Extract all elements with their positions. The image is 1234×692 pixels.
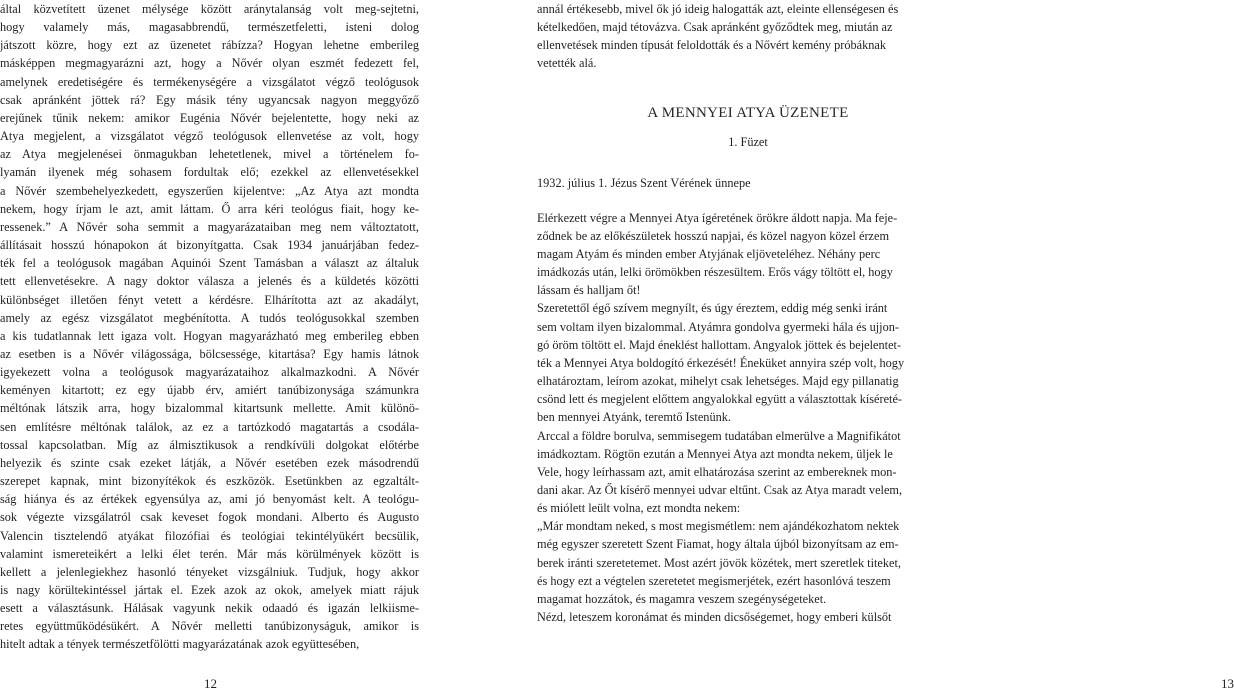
text-line: amely az egész vizsgálatot megbénította. A tudós teológusokkal szemben	[0, 310, 419, 325]
text-line: keményen kitartott; ez egy újabb érv, amiért tanúbizonysága számunkra	[0, 383, 419, 398]
text-line: még egyszer szeretett Szent Fiamat, hogy általa újból bizonyítsam az em-	[537, 537, 899, 552]
text-line: dani akar. Az Őt kísérő mennyei udvar eltűnt. Csak az Atya maradt velem,	[537, 482, 903, 497]
text-line: különbséget illetően fényt vetett a kérdésre. Elhárította azt az akadályt,	[0, 292, 419, 307]
text-line: helyezik és szinte csak ezeket látják, a Nővér esetében ezek másodrendű	[0, 455, 419, 470]
text-line: imádkoztam. Rögtön ezután a Mennyei Atya azt mondta nekem, üljek le	[537, 446, 893, 461]
text-line: sem voltam ilyen bizalommal. Atyámra gondolva gyermeki hála és ujjon-	[537, 319, 899, 334]
text-line: igyekezett volna a teológusok magyarázataihoz alkalmazkodni. A Nővér	[0, 365, 419, 380]
text-line: Valencin tisztelendő atyákat filozófiai és teológiai tekintélyükért becsülik,	[0, 528, 419, 543]
text-line: erejűnek tűnik nekem: amikor Eugénia Nővér bejelentette, hogy neki az	[0, 110, 419, 125]
left-page	[0, 0, 480, 692]
text-line: játszott közre, hogy ezt az üzenetet rábízza? Hogyan lehetne emberileg	[0, 38, 419, 53]
text-line: sen említésre méltónak találok, az ez a tartózkodó magatartás a csodála-	[0, 419, 419, 434]
text-line: valamint ismereteikért a lelki élet terén. Már más körülmények között is	[0, 546, 419, 561]
text-line: imádkozás után, lelki örömökben részesültem. Erős vágy töltött el, hogy	[537, 265, 893, 280]
page-number-right: 13	[1221, 676, 1234, 691]
text-line: gó öröm töltött el. Majd éneklést hallottam. Angyalok jöttek és bejelentet-	[537, 337, 902, 352]
text-line: hitelt adtak a tények természetfölötti magyarázatának azok együttesében,	[0, 637, 360, 652]
right-page-text	[537, 0, 959, 626]
text-line: lássam és halljam őt!	[537, 283, 641, 298]
text-line: retes együttműködésükért. A Nővér melletti tanúbizonyságuk, amikor is	[0, 619, 419, 634]
entry-date: 1932. július 1. Jézus Szent Vérének ünnepe	[537, 175, 751, 190]
text-line: Vele, hogy leírhassam azt, amit elhatározása szerint az embereknek mon-	[537, 464, 897, 479]
text-line: az Atya megjelenései önmagukban lehetetlenek, mivel a történelem fo-	[0, 147, 419, 162]
text-line: vetették alá.	[537, 56, 597, 71]
left-page-text	[0, 0, 419, 654]
text-line: és hogy ezt a végtelen szeretetet megismerjétek, ezért hasonlóvá teszem	[537, 573, 891, 588]
booklet-subheading: 1. Füzet	[728, 134, 768, 149]
text-line: Szeretettől égő szívem megnyílt, és úgy éreztem, eddig még senki iránt	[537, 301, 888, 316]
text-line: magam Atyám és minden ember Atyjának eljöveteléhez. Néhány perc	[537, 246, 881, 261]
text-line: is nagy körültekintéssel jártak el. Ezek azok az okok, amelyek miatt rájuk	[0, 583, 419, 597]
text-line: ressenek.” A Nővér soha semmit a magyarázataiban meg nem változtatott,	[0, 219, 419, 234]
text-line: ellenvetések minden típusát feloldották és a Nővért kemény próbáknak	[537, 38, 886, 53]
right-page	[480, 0, 1234, 692]
text-line: a kis tudatlannak lett igaza volt. Hogyan magyarázható meg emberileg ebben	[0, 328, 419, 343]
text-line: „Már mondtam neked, s most megismétlem: nem ajándékozhatom nektek	[537, 519, 900, 534]
text-line: lyamán ilyenek még sohasem fordultak elő; ezekkel az ellenvetésekkel	[0, 165, 419, 180]
text-line: Elérkezett végre a Mennyei Atya ígéretének örökre áldott napja. Ma feje-	[537, 210, 898, 225]
text-line: Arccal a földre borulva, semmisegem tudatában elmerülve a Magnifikátot	[537, 428, 901, 443]
text-line: magamat hozzátok, és magamra veszem szegénységeteket.	[537, 591, 827, 606]
text-line: ték fel a teológusok magában Aquinói Szent Tamásban a választ az általuk	[0, 256, 419, 271]
text-line: és miólett leült volna, ezt mondta nekem:	[537, 501, 741, 516]
text-line: hogy valamely más, magasabbrendű, természetfeletti, isteni dolog	[0, 20, 419, 35]
text-line: nekem, hogy írjam le azt, amit láttam. Ő arra kéri teológus fiait, hogy ke-	[0, 201, 419, 216]
page-number-left: 12	[204, 676, 217, 691]
text-line: az esetben is a Nővér világossága, bölcsessége, kitartása? Egy hamis látnok	[0, 346, 419, 361]
text-line: csak apránként jöttek rá? Egy másik tény ugyancsak nagyon meggyőző	[0, 92, 419, 107]
text-line: tett ellenvetésekre. A nagy doktor válasza a jelenés és a küldetés közötti	[0, 274, 419, 289]
text-line: elhatároztam, leírom azokat, mihelyt csak lehetséges. Majd egy pillanatig	[537, 374, 899, 389]
text-line: ság hiánya és az értékek egyensúlya az, ami jó benyomást kelt. A teológu-	[0, 492, 419, 507]
text-line: sok végezte vizsgálatról csak keveset fogok mondani. Alberto és Augusto	[0, 510, 419, 525]
text-line: állításait hosszú hónapokon át bizonyítgatta. Csak 1934 januárjában fedez-	[0, 238, 419, 253]
text-line: csönd lett és megjelent előttem angyalokkal együtt a választottak kíséreté-	[537, 392, 903, 407]
text-line: Atya megjelent, a vizsgálatot végző teológusok ellenvetése az volt, hogy	[0, 129, 419, 144]
text-line: tossal kapcsolatban. Míg az álmisztikusok a rendkívüli dolgokat előtérbe	[0, 437, 419, 452]
text-line: berek iránti szeretetemet. Most azért jövök közétek, mert szeretlek titeket,	[537, 555, 901, 570]
text-line: szerepet kapnak, mint bizonyítékok és eszközök. Esetünkben az egzaltált-	[0, 474, 419, 489]
text-line: ződnek be az előkészületek hosszú napjai, és közel nagyon közel érzem	[537, 228, 890, 243]
body-text	[537, 209, 959, 627]
text-line: másképpen megmagyarázni azt, hogy a Nővér olyan eszmét fedezett fel,	[0, 56, 419, 71]
chapter-heading: A MENNYEI ATYA ÜZENETE	[647, 104, 849, 121]
text-line: által közvetített üzenet mélysége között aránytalanság volt meg-sejtetni,	[0, 2, 419, 16]
text-line: annál értékesebb, mivel ők jó ideig halogatták azt, eleinte ellenségesen és	[537, 2, 899, 16]
text-line: amelynek eredetiségére és termékenységére a vizsgálatot végző teológusok	[0, 74, 419, 89]
text-line: Nézd, leteszem koronámat és minden dicsőségemet, hogy emberi külsőt	[537, 610, 892, 625]
text-line: ték a Mennyei Atya boldogító érkezését! Éneküket annyira szép volt, hogy	[537, 355, 905, 370]
text-line: méltónak látszik arra, hogy bizalommal kitartsunk mellette. Amit különö-	[0, 401, 419, 416]
text-line: ben mennyei Atyánk, teremtő Istenünk.	[537, 410, 731, 425]
text-line: kételkedően, majd tétovázva. Csak apránként győződtek meg, miután az	[537, 20, 893, 35]
text-line: esett a választásunk. Hálásak vagyunk nekik odaadó és igazán lelkiisme-	[0, 601, 419, 616]
intro-paragraph	[537, 0, 959, 73]
text-line: a Nővér szembehelyezkedett, egyszerűen kijelentve: „Az Atya azt mondta	[0, 183, 419, 198]
text-line: kellett a jelenlegiekhez hasonló tényeket vizsgálniuk. Tudjuk, hogy akkor	[0, 564, 419, 579]
